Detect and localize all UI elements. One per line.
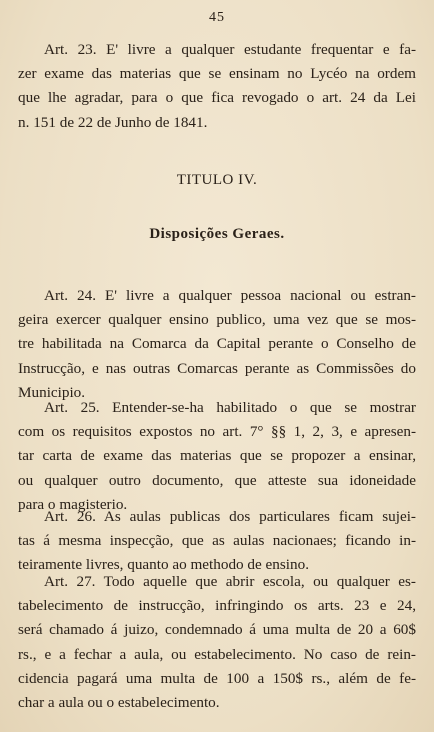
article-23-line: Art. 23. E' livre a qualquer estudante frequentar e fa- bbox=[44, 41, 416, 58]
article-24-line: Art. 24. E' livre a qualquer pessoa nacional ou estran- bbox=[44, 287, 416, 304]
article-27 bbox=[18, 570, 416, 715]
article-23-line: zer exame das materias que se ensinam no Lycéo na ordem bbox=[18, 65, 416, 83]
article-25-line: Art. 25. Entender-se-ha habilitado o que se mostrar bbox=[44, 399, 416, 416]
article-24-line: tre habilitada na Comarca da Capital perante o Conselho de bbox=[18, 335, 416, 353]
article-27-line: tabelecimento de instrucção, infringindo os arts. 23 e 24, bbox=[18, 597, 416, 615]
article-27-line: será chamado á juizo, condemnado á uma multa de 20 a 60$ bbox=[18, 621, 416, 639]
section-title: TITULO IV. bbox=[176, 172, 258, 188]
article-27-line: char a aula ou o estabelecimento. bbox=[18, 694, 220, 712]
article-23-line: que lhe agradar, para o que fica revogado o art. 24 da Lei bbox=[18, 89, 416, 107]
article-27-line: Art. 27. Todo aquelle que abrir escola, ou qualquer es- bbox=[44, 573, 416, 590]
page-number: 45 bbox=[209, 10, 225, 25]
article-24 bbox=[18, 284, 416, 405]
article-26 bbox=[18, 505, 416, 578]
article-23 bbox=[18, 38, 416, 135]
article-24-line: geira exercer qualquer ensino publico, uma vez que se mos- bbox=[18, 311, 416, 329]
article-25-line: ou qualquer outro documento, que atteste sua idoneidade bbox=[18, 471, 416, 489]
article-27-line: rs., e a fechar a aula, ou estabelecimento. No caso de rein- bbox=[18, 645, 416, 663]
article-26-line: teiramente livres, quanto ao methodo de ensino. bbox=[18, 556, 310, 574]
article-25-line: tar carta de exame das materias que se propozer a ensinar, bbox=[18, 447, 416, 465]
article-26-line: tas á mesma inspecção, que as aulas nacionaes; ficando in- bbox=[18, 532, 416, 550]
article-25-line: com os requisitos expostos no art. 7° §§ 1, 2, 3, e apresen- bbox=[18, 423, 416, 441]
article-24-line: Instrucção, e nas outras Comarcas perante as Commissões do bbox=[18, 359, 416, 377]
article-25-line: para o magisterio. bbox=[18, 495, 128, 513]
section-subtitle: Disposições Geraes. bbox=[149, 226, 285, 242]
article-26-line: Art. 26. As aulas publicas dos particulares ficam sujei- bbox=[44, 508, 416, 525]
article-27-line: cidencia pagará uma multa de 100 a 150$ rs., além de fe- bbox=[18, 669, 416, 687]
article-23-line: n. 151 de 22 de Junho de 1841. bbox=[18, 113, 208, 131]
article-25 bbox=[18, 396, 416, 517]
article-24-line: Municipio. bbox=[18, 383, 86, 401]
